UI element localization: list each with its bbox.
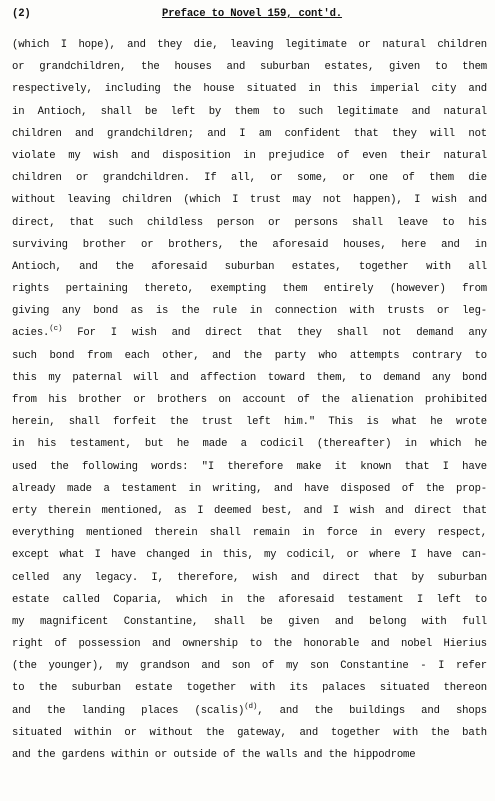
text-line: children or grandchildren. If all, or some, or one of them die (12, 172, 487, 185)
text-line: giving any bond as is the rule in connection with trusts or leg- (12, 305, 487, 318)
text-line: respectively, including the house situated in this imperial city and (12, 83, 487, 96)
text-line: from his brother or brothers on account of the alienation prohibited (12, 394, 487, 406)
text-line: in Antioch, shall be left by them to such legitimate and natural (12, 105, 487, 118)
text-line: my magnificent Constantine, shall be given and belong with full (12, 615, 487, 628)
footnote-marker: (c) (49, 325, 63, 334)
running-title: Preface to Novel 159, cont'd. (162, 8, 343, 20)
body-text (12, 34, 487, 766)
text-line: without leaving children (which I trust may not happen), I wish and (12, 194, 487, 207)
text-line: except what I have changed in this, my codicil, or where I have can- (12, 549, 487, 562)
text-line: everything mentioned therein shall remain in force in every respect, (12, 527, 487, 540)
text-line (12, 700, 487, 722)
text-line: direct, that such childless person or persons shall leave to his (12, 216, 487, 229)
text-line: or grandchildren, the houses and suburban estates, given to them (12, 61, 487, 74)
line-text: For I wish and direct that they shall not demand any (62, 327, 487, 340)
text-line: rights pertaining thereto, exempting them entirely (however) from (12, 283, 487, 296)
text-line: violate my wish and disposition in prejudice of even their natural (12, 149, 487, 162)
text-line: surviving brother or brothers, the aforesaid houses, here and in (12, 238, 487, 251)
text-line: used the following words: "I therefore make it known that I have (12, 460, 487, 473)
line-text: and the landing places (scalis) (12, 704, 245, 717)
footnote-marker: (d) (244, 702, 258, 711)
line-text: acies. (12, 327, 50, 340)
text-line: right of possession and ownership to the honorable and nobel Hierius (12, 638, 487, 651)
text-line: such bond from each other, and the party who attempts contrary to (12, 349, 487, 362)
text-line: in his testament, but he made a codicil (thereafter) in which he (12, 438, 487, 451)
text-line: (the younger), my grandson and son of my son Constantine - I refer (12, 660, 487, 673)
text-line: to the suburban estate together with its palaces situated thereon (12, 682, 487, 695)
text-line: (which I hope), and they die, leaving legitimate or natural children (12, 39, 487, 51)
text-line: children and grandchildren; and I am confident that they will not (12, 127, 487, 140)
page-header (12, 6, 485, 24)
text-line: already made a testament in writing, and have disposed of the prop- (12, 482, 487, 495)
text-line: estate called Coparia, which in the aforesaid testament I left to (12, 593, 487, 606)
text-line (12, 322, 487, 344)
page-number: (2) (12, 8, 31, 20)
text-line: erty therein mentioned, as I deemed best, and I wish and direct that (12, 504, 487, 517)
text-line: situated within or without the gateway, and together with the bath (12, 726, 487, 739)
text-line: and the gardens within or outside of the walls and the hippodrome (12, 749, 416, 761)
text-line: Antioch, and the aforesaid suburban estates, together with all (12, 260, 487, 273)
text-line: celled any legacy. I, therefore, wish and direct that by suburban (12, 571, 487, 584)
line-text: , and the buildings and shops (257, 704, 487, 717)
text-line: herein, shall forfeit the trust left him." This is what he wrote (12, 416, 487, 429)
text-line: this my paternal will and affection toward them, to demand any bond (12, 371, 487, 384)
